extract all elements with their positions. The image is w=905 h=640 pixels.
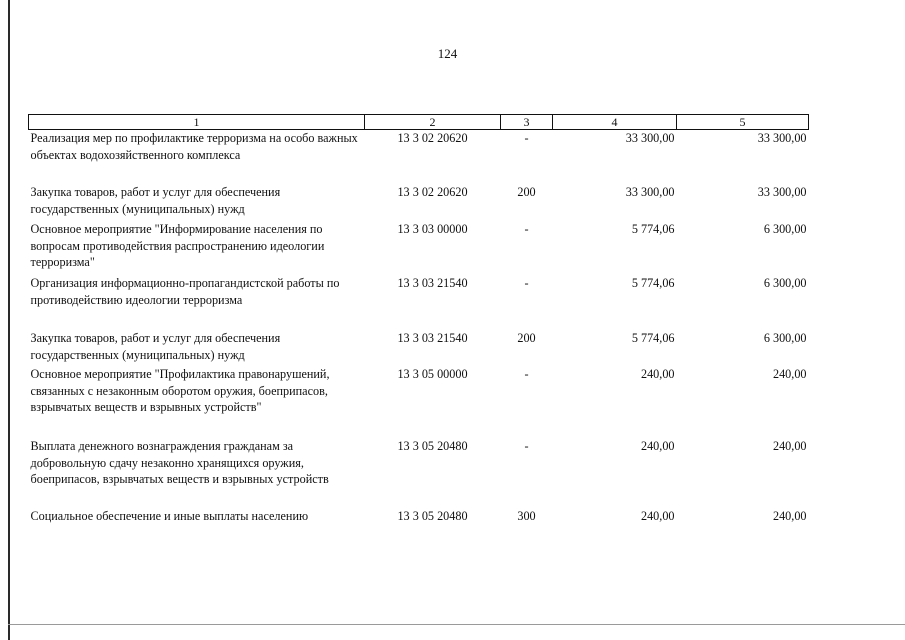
row-code: 13 3 05 20480 <box>397 439 468 453</box>
row-amount-2: 240,00 <box>772 439 807 453</box>
row-amount-1: 33 300,00 <box>625 185 675 199</box>
row-name: Организация информационно-пропагандистской работы по противодействию идеологии терроризма <box>30 276 340 307</box>
row-amount-1: 240,00 <box>640 439 675 453</box>
table-header-row <box>29 115 809 130</box>
table-row <box>29 330 809 366</box>
scan-edge-left <box>8 0 10 640</box>
page-number: 124 <box>437 46 458 61</box>
row-amount-2: 240,00 <box>772 367 807 381</box>
header-col-1: 1 <box>29 115 365 130</box>
header-col-4: 4 <box>553 115 677 130</box>
row-expense-type: - <box>524 276 529 290</box>
row-code: 13 3 05 20480 <box>397 509 468 523</box>
table-row <box>29 275 809 330</box>
row-amount-1: 5 774,06 <box>631 222 675 236</box>
row-amount-2: 33 300,00 <box>757 185 807 199</box>
row-name: Закупка товаров, работ и услуг для обеспечения государственных (муниципальных) нужд <box>30 331 281 362</box>
row-name: Реализация мер по профилактике терроризма на особо важных объектах водохозяйственного комплекса <box>30 131 358 162</box>
header-col-2: 2 <box>365 115 501 130</box>
row-code: 13 3 02 20620 <box>397 185 468 199</box>
row-amount-2: 6 300,00 <box>763 276 807 290</box>
row-code: 13 3 03 21540 <box>397 331 468 345</box>
row-amount-1: 240,00 <box>640 367 675 381</box>
row-code: 13 3 05 00000 <box>397 367 468 381</box>
row-amount-2: 240,00 <box>772 509 807 523</box>
row-amount-1: 5 774,06 <box>631 276 675 290</box>
row-code: 13 3 03 00000 <box>397 222 468 236</box>
row-expense-type: - <box>524 439 529 453</box>
header-col-5: 5 <box>677 115 809 130</box>
row-expense-type: 200 <box>517 331 536 345</box>
row-code: 13 3 02 20620 <box>397 131 468 145</box>
table-row <box>29 508 809 528</box>
row-expense-type: - <box>524 367 529 381</box>
scan-edge-bottom <box>8 624 905 625</box>
row-expense-type: - <box>524 131 529 145</box>
table-row <box>29 221 809 275</box>
row-amount-1: 5 774,06 <box>631 331 675 345</box>
row-code: 13 3 03 21540 <box>397 276 468 290</box>
table-row <box>29 130 809 185</box>
row-name: Основное мероприятие "Профилактика правонарушений, связанных с незаконным оборотом оружия, боеприпасов, взрывчатых веществ и взрывных устройств" <box>30 367 330 414</box>
header-col-3: 3 <box>501 115 553 130</box>
table-row <box>29 184 809 221</box>
row-name: Социальное обеспечение и иные выплаты населению <box>30 509 309 523</box>
row-expense-type: 300 <box>517 509 536 523</box>
row-name: Основное мероприятие "Информирование населения по вопросам противодействия распространению идеологии терроризма" <box>30 222 325 269</box>
table-row <box>29 366 809 438</box>
row-amount-2: 33 300,00 <box>757 131 807 145</box>
row-amount-1: 240,00 <box>640 509 675 523</box>
row-expense-type: 200 <box>517 185 536 199</box>
budget-table <box>28 114 809 528</box>
row-name: Закупка товаров, работ и услуг для обеспечения государственных (муниципальных) нужд <box>30 185 281 216</box>
table-row <box>29 438 809 508</box>
row-expense-type: - <box>524 222 529 236</box>
row-amount-1: 33 300,00 <box>625 131 675 145</box>
row-amount-2: 6 300,00 <box>763 222 807 236</box>
row-amount-2: 6 300,00 <box>763 331 807 345</box>
row-name: Выплата денежного вознаграждения гражданам за добровольную сдачу незаконно хранящихся оружия, боеприпасов, взрывчатых веществ и взрывных устройств <box>30 439 329 486</box>
